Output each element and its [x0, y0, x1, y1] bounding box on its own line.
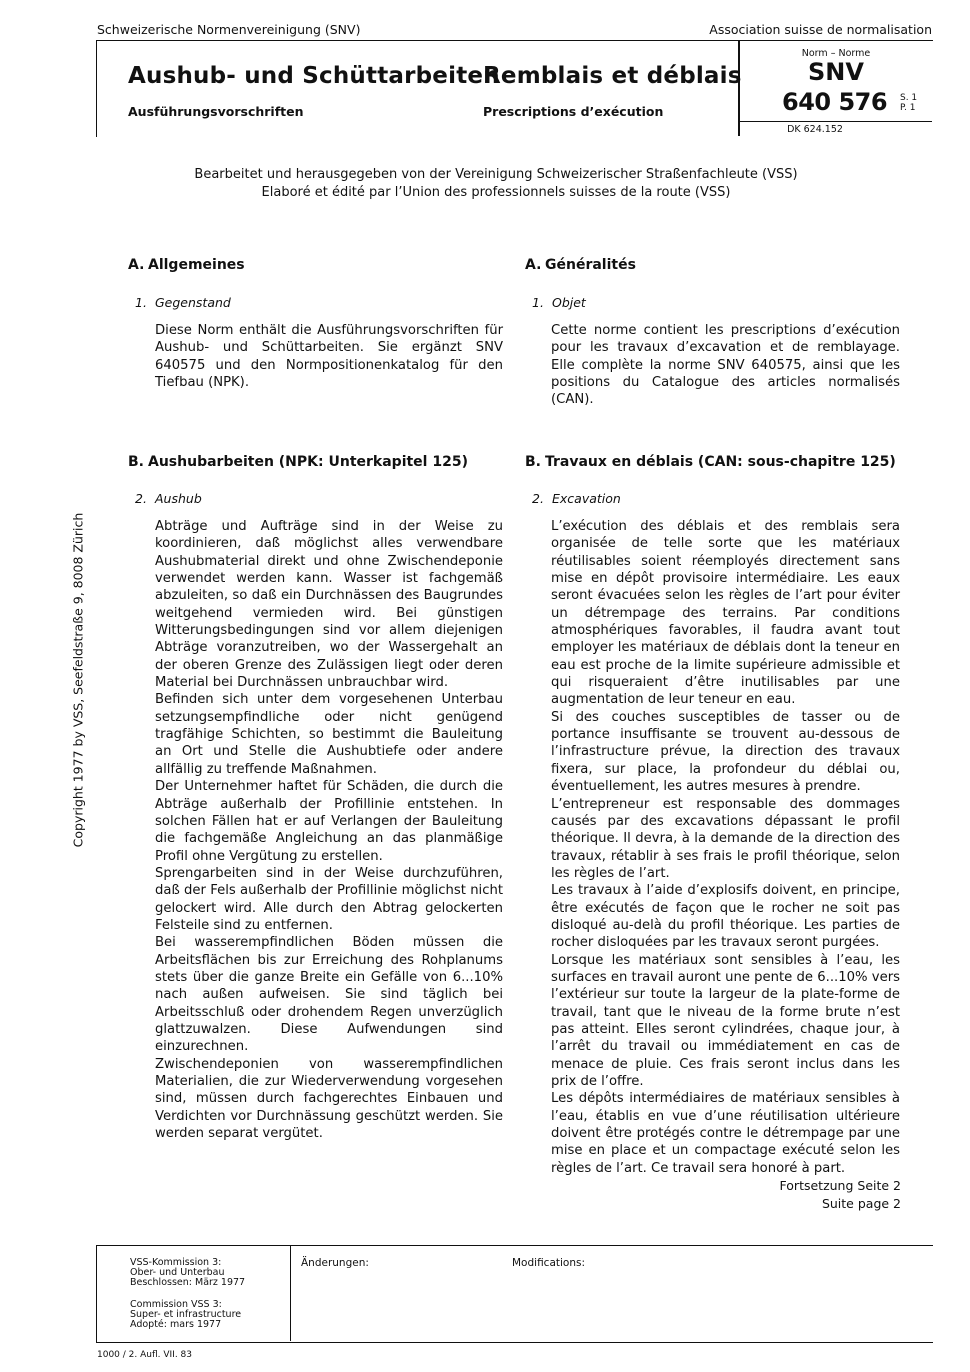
dk-classification: DK 624.152	[787, 124, 843, 135]
paragraph: Bei wasserempfindlichen Böden müssen die Arbeitsflächen bis zur Erreichung des Rohplanums stets über die ganze Breite ein Gefälle von 6...10% nach außen aufweisen. Sie sind täglich bei Arbeitsschluß oder drohendem Regen unverzüglich glattzuwalzen. Diese Aufwendungen sind einzurechnen.	[155, 935, 503, 1055]
commission-info-de	[130, 1258, 245, 1288]
section-title: Allgemeines	[148, 257, 245, 273]
snv-label: SNV	[808, 58, 864, 86]
subsection-title: Excavation	[552, 491, 621, 506]
subtitle-de: Ausführungsvorschriften	[128, 104, 304, 119]
subsection-2-heading-fr	[532, 491, 621, 506]
subsection-number: 1.	[135, 295, 147, 310]
section-b-heading-fr	[525, 454, 896, 470]
subsection-number: 1.	[532, 295, 544, 310]
copyright-notice: Copyright 1977 by VSS, Seefeldstraße 9, 8008 Zürich	[70, 512, 86, 848]
paragraph: Si des couches susceptibles de tasser ou de portance insuffisante se trouvent au-dessous de l’infrastructure prévue, la direction des travaux fixera, sur place, la profondeur du déblai ou, éventuellement, les autres mesures à prendre.	[551, 709, 900, 795]
commission-line: Ober- und Unterbau	[130, 1267, 225, 1278]
changes-label-de: Änderungen:	[301, 1257, 369, 1269]
paragraph: Les dépôts intermédiaires de matériaux sensibles à l’eau, établis en vue d’une réutilisation ultérieure doivent être protégés contre le détrempage par une mise en place et un compactage exécuté selon les règles de l’art. Ce travail sera honoré à part.	[551, 1091, 900, 1176]
commission-line: Adopté: mars 1977	[130, 1319, 222, 1330]
commission-line: Super- et infrastructure	[130, 1309, 242, 1320]
subsection-title: Aushub	[155, 491, 202, 506]
subsection-1-text-de: Diese Norm enthält die Ausführungsvorschriften für Aushub- und Schüttarbeiten. Sie ergänzt SNV 640575 und den Normpositionenkatalog für den Tiefbau (NPK).	[155, 323, 503, 391]
commission-line: Commission VSS 3:	[130, 1299, 222, 1310]
page-number-fr: P. 1	[900, 103, 916, 113]
paragraph: Zwischendeponien von wasserempfindlichen Materialien, die zur Wiederverwendung vorgesehen sind, müssen durch fachgerechtes Einbauen und Verdichten vor Durchnässung geschützt werden. Sie werden separat vergütet.	[155, 1056, 503, 1142]
subsection-1-heading-fr	[532, 295, 586, 310]
continuation-note-fr: Suite page 2	[821, 1196, 901, 1211]
section-letter: A.	[128, 257, 145, 273]
paragraph: Les travaux à l’aide d’explosifs doivent, en principe, être exécutés de façon que le rocher ne soit pas disloqué au-delà du profil théorique. Les parties de rocher disloquées par les travaux seront purgées.	[551, 883, 900, 951]
subsection-title: Gegenstand	[155, 295, 231, 310]
subsection-1-heading-de	[135, 295, 231, 310]
commission-info-fr	[130, 1300, 241, 1330]
editor-line-fr: Elaboré et édité par l’Union des professionnels suisses de la route (VSS)	[261, 185, 731, 200]
paragraph: Lorsque les matériaux sont sensibles à l’eau, les surfaces en travail auront une pente de 6...10% vers l’extérieur sur toute la largeur de la plate-forme de travail, tant que le niveau de la forme brute n’est pas atteint. Elles seront cylindrées, chaque jour, à l’arrêt du travail ou immédiatement en cas de menace de pluie. Ces frais seront inclus dans les prix de l’offre.	[551, 952, 900, 1089]
section-a-heading-de	[128, 257, 245, 273]
subsection-title: Objet	[552, 295, 586, 310]
title-fr: Remblais et déblais	[483, 63, 742, 89]
paragraph: L’exécution des déblais et des remblais sera organisée de telle sorte que les matériaux réutilisables soient réemployés directement sans mise en dépôt provisoire intermédiaire. Les eaux seront évacuées selon les règles de l’art pour éviter un détrempage des terrains. Par conditions atmosphériques favorables, il faudra avant tout employer les matériaux de déblais dont la teneur en eau est proche de la limite supérieure admissible et qui risqueraient d’être inutilisables par une augmentation de leur teneur en eau.	[551, 519, 900, 708]
edition-info: 1000 / 2. Aufl. VII. 83	[97, 1350, 192, 1360]
organization-de: Schweizerische Normenvereinigung (SNV)	[97, 22, 361, 37]
paragraph: Abträge und Aufträge sind in der Weise zu koordinieren, daß möglichst alles verwendbare Aushubmaterial direkt und ohne Zwischendeponie verwendet werden kann. Wasser ist fachgemäß abzuleiten, so daß ein Durchnässen des Baugrundes weitgehend vermieden wird. Bei günstigen Witterungsbedingungen sind vor allem diejenigen Abträge voranzutreiben, wo der Wassergehalt an der oberen Grenze des Zulässigen liegt oder deren Material bei Durchnässen unbrauchbar wird.	[155, 519, 503, 691]
page-number	[900, 93, 917, 113]
commission-line: VSS-Kommission 3:	[130, 1257, 222, 1268]
norm-label: Norm – Norme	[801, 48, 871, 59]
subsection-2-body-de	[155, 518, 503, 1142]
subtitle-fr: Prescriptions d’exécution	[483, 104, 664, 119]
section-b-heading-de	[128, 454, 468, 470]
subsection-number: 2.	[532, 491, 544, 506]
subsection-2-heading-de	[135, 491, 202, 506]
section-letter: B.	[525, 454, 541, 470]
editor-line-de: Bearbeitet und herausgegeben von der Vereinigung Schweizerischer Straßenfachleute (VSS)	[194, 167, 798, 182]
organization-fr: Association suisse de normalisation	[709, 22, 932, 37]
section-letter: B.	[128, 454, 144, 470]
paragraph: Sprengarbeiten sind in der Weise durchzuführen, daß der Fels außerhalb der Profillinie möglichst nicht gelockert wird. Alle durch den Abtrag gelockerten Felsteile sind zu entfernen.	[155, 865, 503, 933]
continuation-note-de: Fortsetzung Seite 2	[779, 1178, 901, 1193]
changes-label-fr: Modifications:	[512, 1257, 586, 1269]
section-title: Travaux en déblais (CAN: sous-chapitre 125)	[545, 454, 896, 470]
norm-number: 640 576	[782, 88, 888, 116]
commission-line: Beschlossen: März 1977	[130, 1277, 246, 1288]
section-title: Généralités	[545, 257, 636, 273]
dk-divider	[740, 121, 932, 122]
section-a-heading-fr	[525, 257, 636, 273]
paragraph: Der Unternehmer haftet für Schäden, die durch die Abträge außerhalb der Profillinie entstehen. In solchen Fällen hat er auf Verlangen der Bauleitung die fachgemäße Angleichung an das planmäßige Profil ohne Vergütung zu erstellen.	[155, 779, 503, 864]
paragraph: L’entrepreneur est responsable des dommages causés par des excavations dépassant le profil théorique. Il devra, à la demande de la direction des travaux, rétablir à ses frais le profil théorique, selon les règles de l’art.	[551, 796, 900, 881]
subsection-1-text-fr: Cette norme contient les prescriptions d’exécution pour les travaux d’excavation et de remblayage. Elle complète la norme SNV 640575, ainsi que les positions du Catalogue des articles normalisés (CAN).	[551, 323, 900, 408]
footer-divider	[290, 1245, 291, 1341]
subsection-number: 2.	[135, 491, 147, 506]
paragraph: Befinden sich unter dem vorgesehenen Unterbau setzungsempfindliche oder nicht genügend tragfähige Schichten, so bestimmt die Bauleitung an Ort und Stelle die Aushubtiefe oder andere allfällig zu treffende Maßnahmen.	[155, 692, 503, 777]
subsection-2-body-fr	[551, 518, 900, 1177]
page-number-de: S. 1	[900, 93, 918, 103]
title-de: Aushub- und Schüttarbeiten	[128, 63, 500, 89]
section-letter: A.	[525, 257, 542, 273]
section-title: Aushubarbeiten (NPK: Unterkapitel 125)	[148, 454, 468, 470]
